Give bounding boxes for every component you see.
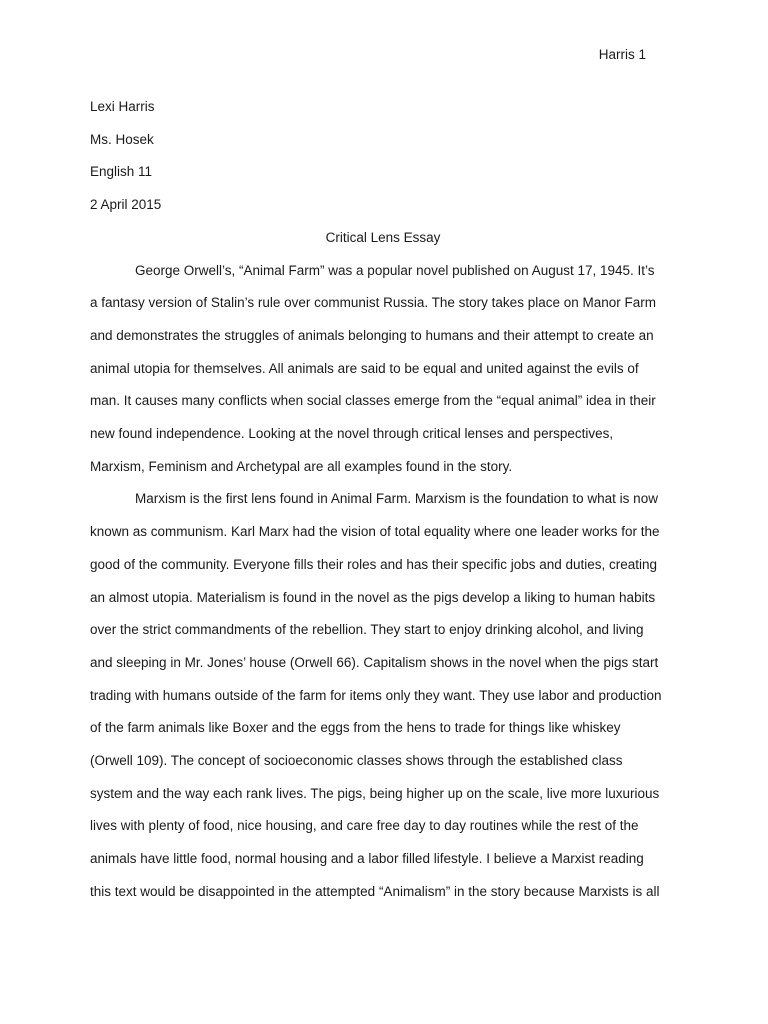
- paragraph-intro: [90, 255, 676, 484]
- paragraph-line: new found independence. Looking at the novel through critical lenses and perspectives,: [90, 426, 614, 442]
- essay-title: Critical Lens Essay: [325, 229, 441, 245]
- paragraph-line: animal utopia for themselves. All animals are said to be equal and united against the evils of: [90, 360, 639, 376]
- running-head: Harris 1: [598, 47, 646, 62]
- paragraph-line: Marxism, Feminism and Archetypal are all examples found in the story.: [90, 458, 513, 474]
- paragraph-line: and sleeping in Mr. Jones’ house (Orwell 66). Capitalism shows in the novel when the pigs start: [90, 654, 659, 670]
- paragraph-line: over the strict commandments of the rebellion. They start to enjoy drinking alcohol, and living: [90, 622, 644, 638]
- paragraph-line: Marxism is the first lens found in Animal Farm. Marxism is the foundation to what is now: [135, 491, 658, 507]
- paragraph-line: a fantasy version of Stalin’s rule over communist Russia. The story takes place on Manor Farm: [90, 295, 656, 311]
- paragraph-line: man. It causes many conflicts when social classes emerge from the “equal animal” idea in their: [90, 393, 656, 409]
- paragraph-line: (Orwell 109). The concept of socioeconomic classes shows through the established class: [90, 753, 623, 769]
- course-name: English 11: [90, 164, 153, 180]
- student-name: Lexi Harris: [90, 99, 155, 114]
- paragraph-line: an almost utopia. Materialism is found in the novel as the pigs develop a liking to human habits: [90, 589, 656, 605]
- essay-body: [90, 91, 676, 909]
- essay-date: 2 April 2015: [90, 197, 162, 213]
- paragraph-line: animals have little food, normal housing and a labor filled lifestyle. I believe a Marxist reading: [90, 851, 644, 867]
- paragraph-line: and demonstrates the struggles of animals belonging to humans and their attempt to create an: [90, 327, 654, 343]
- paragraph-line: known as communism. Karl Marx had the vision of total equality where one leader works for the: [90, 524, 660, 540]
- paragraph-line: good of the community. Everyone fills their roles and has their specific jobs and duties, creating: [90, 556, 658, 572]
- paragraph-line: trading with humans outside of the farm for items only they want. They use labor and production: [90, 687, 662, 703]
- paragraph-line: of the farm animals like Boxer and the eggs from the hens to trade for things like whiskey: [90, 720, 621, 736]
- paragraph-line: George Orwell’s, “Animal Farm” was a popular novel published on August 17, 1945. It’s: [135, 262, 655, 278]
- paragraph-line: this text would be disappointed in the attempted “Animalism” in the story because Marxists is all: [90, 883, 660, 899]
- paragraph-line: system and the way each rank lives. The pigs, being higher up on the scale, live more luxurious: [90, 785, 660, 801]
- teacher-name: Ms. Hosek: [90, 131, 154, 147]
- paragraph-line: lives with plenty of food, nice housing, and care free day to day routines while the rest of the: [90, 818, 639, 834]
- paragraph-marxism: [90, 483, 676, 908]
